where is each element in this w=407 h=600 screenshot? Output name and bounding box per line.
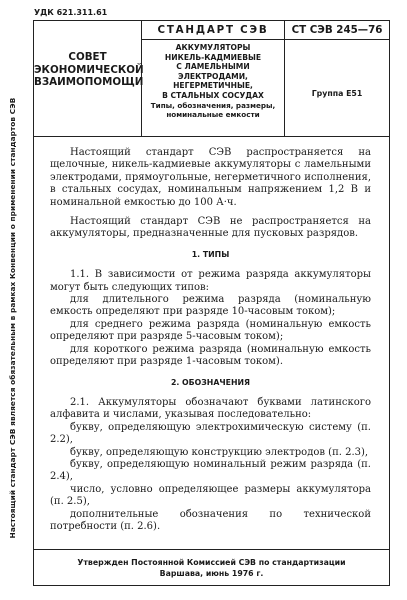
list-item: для среднего режима разряда (номинальную емкость определяют при разряде 5-часовым током); bbox=[50, 318, 371, 343]
approval-place-date: Варшава, июнь 1976 г. bbox=[159, 569, 264, 578]
section-lead: 1.1. В зависимости от режима разряда аккумуляторы могут быть следующих типов: bbox=[50, 269, 371, 293]
council-line: ЭКОНОМИЧЕСКОЙ bbox=[34, 63, 144, 76]
title-line: ЭЛЕКТРОДАМИ, bbox=[178, 71, 248, 81]
list-item: для длительного режима разряда (номинальную емкость определяют при разряде 10-часовым током); bbox=[50, 294, 371, 318]
section-title-designations: 2. ОБОЗНАЧЕНИЯ bbox=[170, 377, 251, 387]
standard-title-block bbox=[142, 21, 285, 136]
list-item: букву, определяющую электрохимическую систему (п. 2.2), bbox=[50, 421, 371, 446]
group-label: Группа Е51 bbox=[311, 89, 363, 98]
side-note-text: Настоящий стандарт СЭВ является обязательным в рамках Конвенции о применении стандартов СЭВ bbox=[8, 97, 17, 538]
title-line: С ЛАМЕЛЬНЫМИ bbox=[176, 62, 250, 72]
intro-paragraph: Настоящий стандарт СЭВ не распространяется на аккумуляторы, предназначенные для пусковых разрядов. bbox=[50, 216, 371, 240]
section-lead: 2.1. Аккумуляторы обозначают буквами латинского алфавита и числами, указывая последовательно: bbox=[50, 396, 371, 421]
approval-footer bbox=[34, 549, 389, 585]
title-line: НЕГЕРМЕТИЧНЫЕ, bbox=[173, 81, 253, 91]
section-title-types: 1. ТИПЫ bbox=[191, 249, 230, 259]
list-item: букву, определяющую номинальный режим разряда (п. 2.4), bbox=[50, 458, 371, 483]
title-line: НИКЕЛЬ-КАДМИЕВЫЕ bbox=[164, 52, 262, 62]
council-line: ВЗАИМОПОМОЩИ bbox=[34, 76, 144, 88]
standard-code: СТ СЭВ 245—76 bbox=[285, 21, 389, 40]
standard-code-block bbox=[285, 21, 389, 136]
list-item: букву, определяющую конструкцию электродов (п. 2.3), bbox=[70, 446, 369, 458]
intro-paragraph: Настоящий стандарт СЭВ распространяется на щелочные, никель-кадмиевые аккумуляторы с ламельными электродами, прямоугольные, негерметичного исполнения, в стальных сосудах, номинальным напряжением 1,2 В и номинальной емкостью до 100 А·ч. bbox=[50, 147, 371, 208]
subtitle-line: номинальные емкости bbox=[166, 109, 260, 119]
council-line: СОВЕТ bbox=[68, 51, 107, 63]
subtitle-line: Типы, обозначения, размеры, bbox=[150, 100, 276, 110]
approval-line: Утвержден Постоянной Комиссией СЭВ по стандартизации bbox=[77, 558, 346, 567]
document-frame bbox=[33, 20, 390, 586]
list-item: дополнительные обозначения по технической потребности (п. 2.6). bbox=[50, 508, 371, 532]
standard-label: СТАНДАРТ СЭВ bbox=[142, 21, 284, 40]
list-item: число, условно определяющее размеры аккумулятора (п. 2.5), bbox=[50, 483, 371, 508]
list-item: для короткого режима разряда (номинальную емкость определяют при разряде 1-часовым током). bbox=[50, 343, 371, 368]
standard-title bbox=[142, 40, 284, 101]
title-line: В СТАЛЬНЫХ СОСУДАХ bbox=[162, 90, 264, 100]
council-name bbox=[34, 21, 142, 136]
document-body bbox=[34, 137, 389, 533]
side-note bbox=[2, 40, 24, 595]
title-line: АККУМУЛЯТОРЫ bbox=[175, 43, 251, 52]
standard-subtitle bbox=[142, 101, 284, 119]
header bbox=[34, 21, 389, 137]
udk-code: УДК 621.311.61 bbox=[34, 8, 108, 17]
